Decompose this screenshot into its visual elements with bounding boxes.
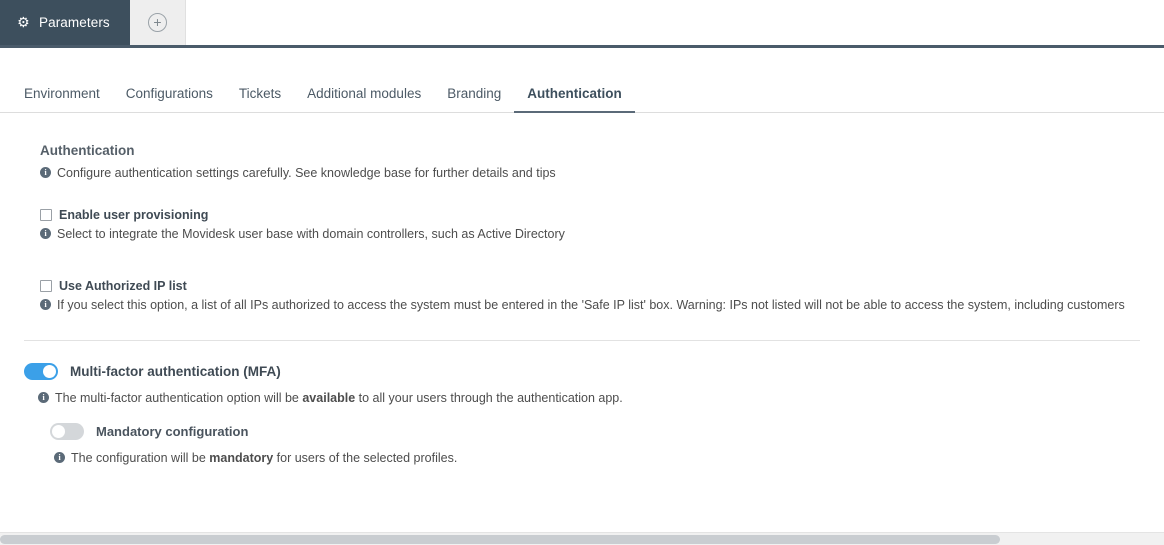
window-tab-label: Parameters (39, 15, 110, 30)
mfa-hint (38, 390, 1140, 407)
authorized-ip-hint (40, 297, 1140, 314)
mandatory-configuration-label: Mandatory configuration (96, 423, 249, 439)
authorized-ip-row[interactable] (40, 279, 1140, 293)
tabbar-empty-space (186, 0, 1164, 45)
toggle-knob (52, 425, 65, 438)
gear-icon: ⚙ (17, 14, 30, 30)
window-tabbar (0, 0, 1164, 48)
section-divider (24, 340, 1140, 341)
mfa-hint-text: The multi-factor authentication option will be available to all your users through the authentication app. (55, 390, 623, 405)
tab-label: Authentication (527, 86, 622, 101)
authentication-panel (0, 113, 1164, 466)
user-provisioning-hint-text: Select to integrate the Movidesk user base with domain controllers, such as Active Directory (57, 226, 565, 241)
mfa-toggle[interactable] (24, 363, 58, 380)
scrollbar-thumb[interactable] (0, 535, 1000, 544)
settings-tabs (0, 70, 1164, 113)
tab-authentication[interactable] (514, 86, 635, 112)
tab-label: Additional modules (307, 86, 422, 101)
mandatory-configuration-toggle-row[interactable] (50, 423, 1140, 440)
tab-label: Configurations (125, 86, 213, 101)
info-icon: i (40, 167, 51, 178)
authorized-ip-hint-text: If you select this option, a list of all IPs authorized to access the system must be entered in the 'Safe IP list' box. Warning: IPs not listed will not be able to access the system, including customers (57, 297, 1125, 312)
horizontal-scrollbar[interactable] (0, 532, 1164, 545)
tab-label: Tickets (238, 86, 282, 101)
info-icon: i (38, 392, 49, 403)
tab-branding[interactable] (434, 86, 514, 112)
add-tab-button[interactable] (130, 0, 186, 45)
info-icon: i (40, 228, 51, 239)
toggle-knob (43, 365, 56, 378)
tab-label: Branding (447, 86, 502, 101)
mfa-label: Multi-factor authentication (MFA) (70, 363, 281, 379)
enable-user-provisioning-checkbox[interactable] (40, 209, 52, 221)
tab-label: Environment (24, 86, 100, 101)
plus-icon: + (148, 13, 167, 32)
page-title: Authentication (40, 143, 135, 158)
info-icon: i (40, 299, 51, 310)
mandatory-configuration-hint (54, 450, 1140, 467)
mandatory-configuration-hint-text: The configuration will be mandatory for users of the selected profiles. (71, 450, 458, 465)
mfa-toggle-row[interactable] (24, 363, 1140, 380)
info-icon: i (54, 452, 65, 463)
tab-environment[interactable] (24, 86, 113, 112)
section-hint (40, 165, 1140, 182)
enable-user-provisioning-row[interactable] (40, 208, 1140, 222)
tab-additional-modules[interactable] (294, 86, 434, 112)
window-tab-parameters[interactable] (0, 0, 130, 45)
enable-user-provisioning-label: Enable user provisioning (59, 207, 209, 222)
mandatory-configuration-toggle[interactable] (50, 423, 84, 440)
authorized-ip-label: Use Authorized IP list (59, 278, 187, 293)
tab-tickets[interactable] (226, 86, 294, 112)
tab-configurations[interactable] (113, 86, 226, 112)
section-hint-text: Configure authentication settings carefully. See knowledge base for further details and tips (57, 166, 556, 180)
authorized-ip-checkbox[interactable] (40, 280, 52, 292)
user-provisioning-hint (40, 226, 1140, 243)
